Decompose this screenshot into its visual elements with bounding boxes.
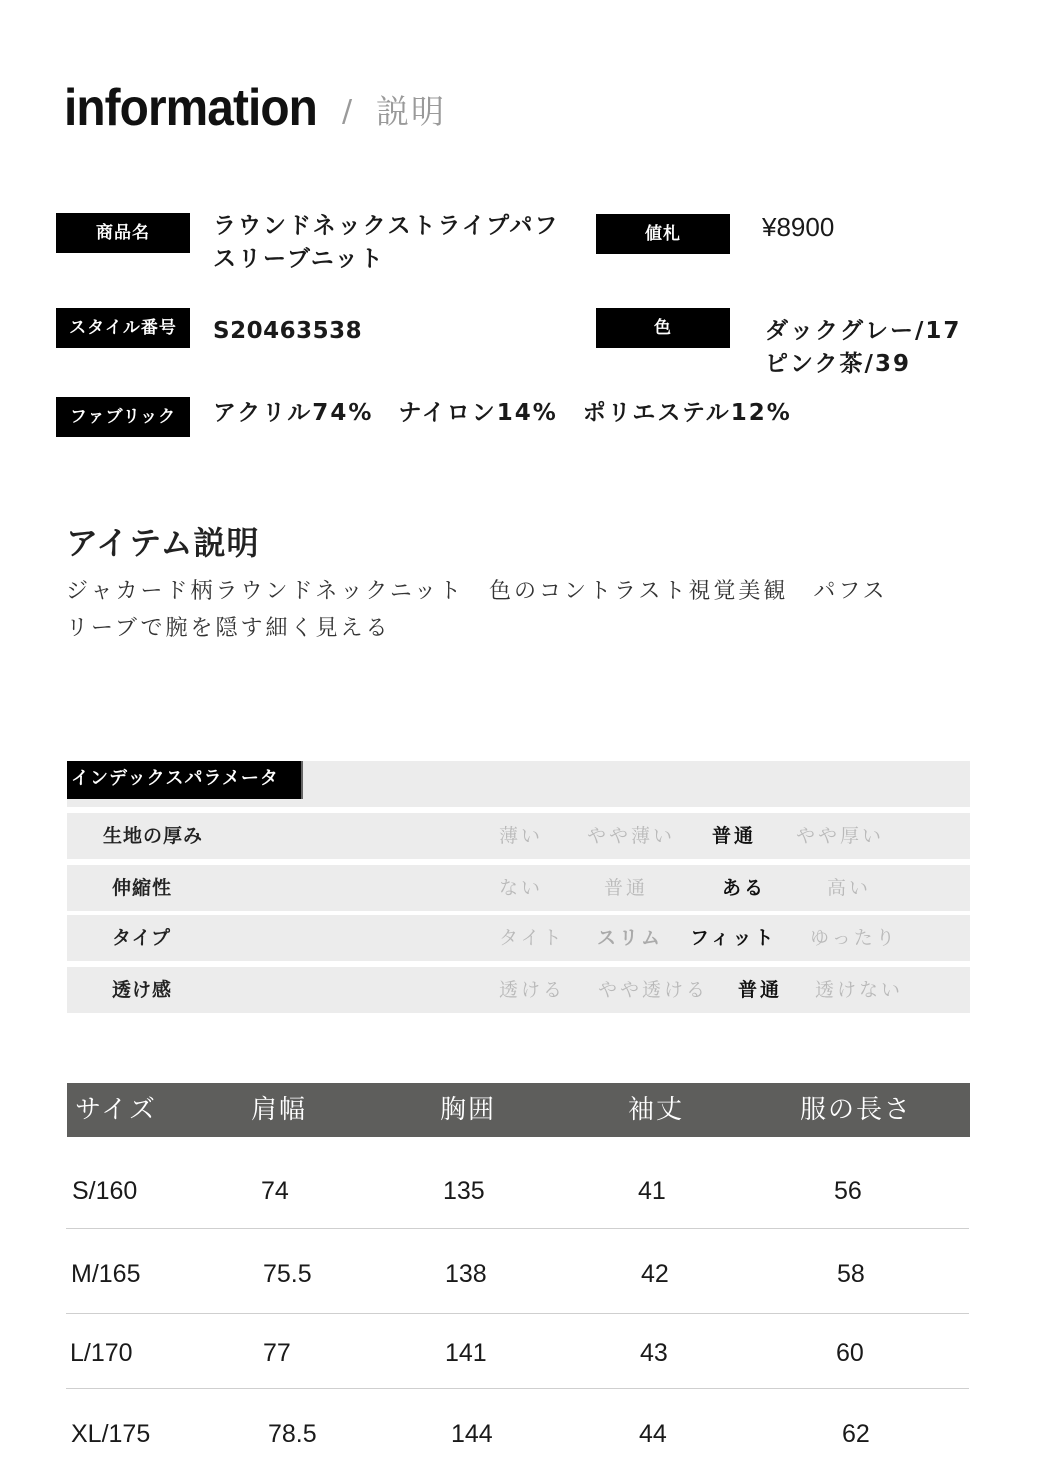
- table-row: [0, 1416, 1042, 1452]
- table-row: [0, 1173, 1042, 1209]
- description-heading: アイテム説明: [66, 524, 260, 562]
- size-header-length: 服の長さ: [800, 1095, 913, 1125]
- table-row: [0, 1335, 1042, 1371]
- param-option-selected: ある: [722, 877, 767, 899]
- param-label: 透け感: [112, 979, 173, 1001]
- param-label: 伸縮性: [112, 877, 173, 899]
- param-option: タイト: [499, 927, 565, 949]
- param-option: 透けない: [815, 979, 904, 1001]
- param-row-thickness: [67, 813, 970, 859]
- fabric-value: アクリル74% ナイロン14% ポリエステル12%: [213, 400, 792, 426]
- param-row-transparency: [67, 967, 970, 1013]
- size-cell: M/165: [71, 1260, 141, 1288]
- color-label: 色: [596, 308, 730, 348]
- param-row-type: [67, 915, 970, 961]
- size-cell: 78.5: [268, 1420, 317, 1448]
- size-header-size: サイズ: [75, 1095, 157, 1125]
- size-cell: 144: [451, 1420, 493, 1448]
- style-number-label: スタイル番号: [56, 308, 190, 348]
- size-cell: 58: [837, 1260, 865, 1288]
- row-divider: [66, 1388, 969, 1389]
- size-table-header: [67, 1083, 970, 1137]
- param-option: 普通: [604, 877, 649, 899]
- param-option-selected: 普通: [712, 825, 757, 847]
- size-header-chest: 胸囲: [440, 1095, 497, 1125]
- color-value-line1: ダックグレー/17: [765, 318, 962, 344]
- size-cell: 62: [842, 1420, 870, 1448]
- param-option: 透ける: [499, 979, 566, 1001]
- size-cell: 75.5: [263, 1260, 312, 1288]
- param-option: やや薄い: [587, 825, 676, 847]
- size-cell: 141: [445, 1339, 487, 1367]
- size-cell: 74: [261, 1177, 289, 1205]
- size-cell: 60: [836, 1339, 864, 1367]
- param-option: 高い: [827, 877, 872, 899]
- param-option: やや厚い: [796, 825, 885, 847]
- param-option: スリム: [597, 927, 664, 949]
- size-cell: L/170: [70, 1339, 133, 1367]
- product-name-value-line2: スリーブニット: [213, 246, 385, 272]
- description-line1: ジャカード柄ラウンドネックニット 色のコントラスト視覚美観 パフス: [66, 579, 888, 604]
- row-divider: [66, 1228, 969, 1229]
- param-row-stretch: [67, 865, 970, 911]
- size-header-shoulder: 肩幅: [251, 1095, 308, 1125]
- size-cell: XL/175: [71, 1420, 151, 1448]
- price-label: 値札: [596, 214, 730, 254]
- page-title: information: [64, 79, 317, 137]
- param-option: ゆったり: [810, 927, 898, 949]
- size-cell: 44: [639, 1420, 667, 1448]
- size-cell: 41: [638, 1177, 666, 1205]
- table-row: [0, 1256, 1042, 1292]
- param-option: 薄い: [499, 825, 544, 847]
- size-cell: 77: [263, 1339, 291, 1367]
- size-cell: 135: [443, 1177, 485, 1205]
- size-cell: 138: [445, 1260, 487, 1288]
- fabric-label: ファブリック: [56, 397, 190, 437]
- description-line2: リーブで腕を隠す細く見える: [66, 616, 391, 641]
- param-option: やや透ける: [598, 979, 709, 1001]
- title-separator: /: [342, 94, 353, 129]
- color-value-line2: ピンク茶/39: [765, 351, 911, 377]
- size-cell: S/160: [72, 1177, 138, 1205]
- param-label: 生地の厚み: [103, 825, 204, 847]
- product-name-value-line1: ラウンドネックストライプパフ: [213, 213, 560, 239]
- row-divider: [66, 1313, 969, 1314]
- price-value: ¥8900: [762, 212, 835, 242]
- size-cell: 56: [834, 1177, 862, 1205]
- param-option: ない: [499, 877, 544, 899]
- size-header-sleeve: 袖丈: [628, 1095, 685, 1125]
- style-number-value: S20463538: [213, 318, 363, 344]
- size-cell: 43: [640, 1339, 668, 1367]
- size-cell: 42: [641, 1260, 669, 1288]
- product-name-label: 商品名: [56, 213, 190, 253]
- index-params-title: インデックスパラメータ: [67, 761, 303, 799]
- param-option-selected: フィット: [690, 927, 777, 949]
- page-subtitle: 説明: [376, 92, 446, 131]
- param-option-selected: 普通: [738, 979, 783, 1001]
- param-label: タイプ: [112, 927, 172, 949]
